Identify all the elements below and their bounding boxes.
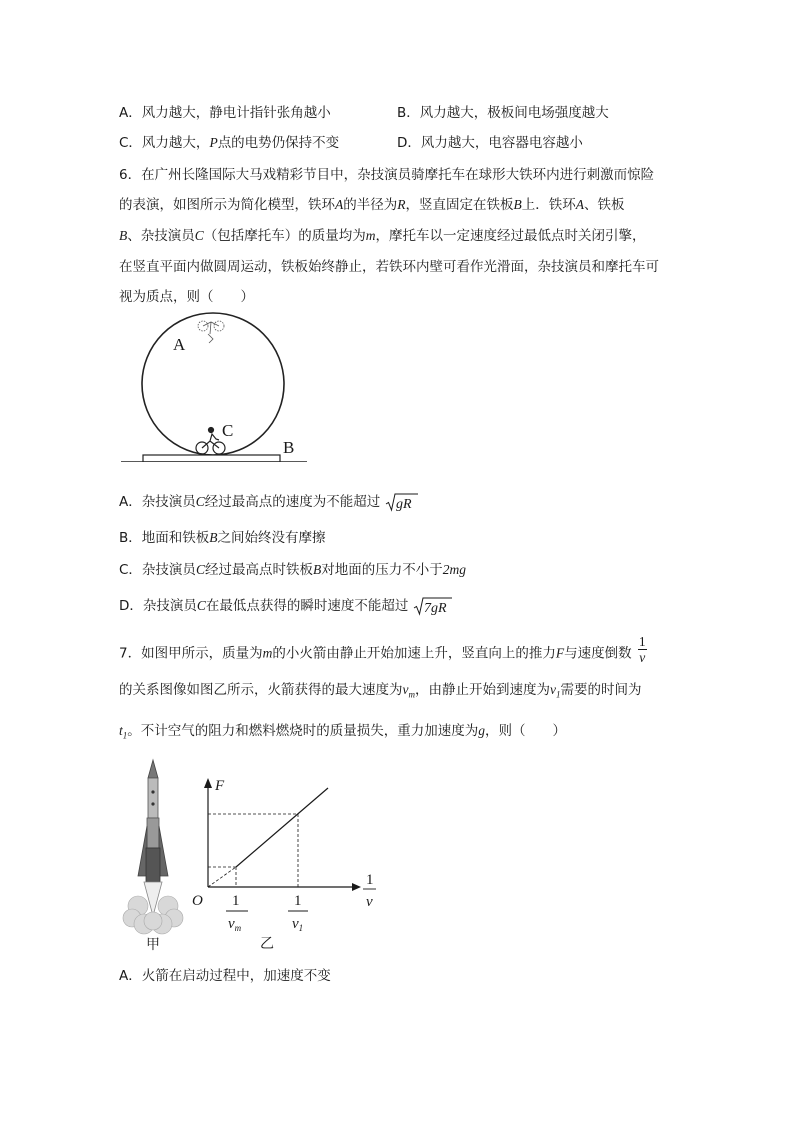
q5-option-d: D．风力越大，电容器电容越小 <box>397 135 583 151</box>
q6-stem-line3: B、杂技演员C（包括摩托车）的质量均为m，摩托车以一定速度经过最低点时关闭引擎， <box>119 228 646 244</box>
iron-plate <box>143 455 280 462</box>
q7-option-a: A．火箭在启动过程中，加速度不变 <box>119 968 331 984</box>
q7-stem-line2: 的关系图像如图乙所示，火箭获得的最大速度为$v_m$，由静止开始到速度为$v_1$需要的时间为 <box>119 682 642 700</box>
rider-bottom-icon <box>196 428 225 455</box>
rocket-body-lower <box>146 848 160 882</box>
axis-label-f: F <box>215 778 225 794</box>
rocket-nose <box>148 760 158 778</box>
q6-option-c: C．杂技演员C经过最高点时铁板B对地面的压力不小于2mg <box>119 562 466 578</box>
dashed-origin-line <box>208 867 236 887</box>
rocket-body-upper <box>148 778 158 818</box>
q5-option-c: C．风力越大，P点的电势仍保持不变 <box>119 135 340 151</box>
label-yi: 乙 <box>260 936 274 952</box>
q6-loop-figure <box>115 312 315 462</box>
tick-vm-num: 1 <box>232 893 240 909</box>
label-jia: 甲 <box>146 937 160 953</box>
y-axis-arrow <box>204 778 212 788</box>
sqrt-icon <box>385 492 419 512</box>
rocket-figure <box>118 756 188 956</box>
rider-top-icon <box>198 321 224 343</box>
graph-line <box>236 788 328 867</box>
x-label-num: 1 <box>366 872 374 888</box>
label-c: C <box>222 421 234 440</box>
q7-stem-line1: 7．如图甲所示，质量为m的小火箭由静止开始加速上升，竖直向上的推力F与速度倒数 $\frac{1}{v}$ <box>119 634 646 665</box>
q6-option-a: A．杂技演员C经过最高点的速度为不能超过 gR <box>119 492 419 512</box>
rocket-window <box>151 790 154 793</box>
fraction-1-over-v: $\frac{1}{v}$ <box>638 634 646 665</box>
tick-v1-den: $v_1$ <box>292 916 304 933</box>
x-label-den: v <box>366 894 373 910</box>
tick-v1-num: 1 <box>294 893 302 909</box>
rocket-window <box>151 802 154 805</box>
sqrt-7gr: 7gR <box>423 601 447 616</box>
q6-stem-line1: 6．在广州长隆国际大马戏精彩节目中，杂技演员骑摩托车在球形大铁环内进行刺激而惊险 <box>119 167 655 183</box>
label-b: B <box>283 438 295 457</box>
q6-option-d: D．杂技演员C在最低点获得的瞬时速度不能超过 7gR <box>119 596 453 616</box>
sqrt-icon <box>413 596 453 616</box>
sqrt-gr: gR <box>395 497 412 512</box>
origin-label: O <box>192 893 203 909</box>
q6-stem-line2: 的表演，如图所示为简化模型，铁环A的半径为R，竖直固定在铁板B上．铁环A、铁板 <box>119 197 625 213</box>
force-graph <box>188 770 388 955</box>
q6-stem-line4: 在竖直平面内做圆周运动，铁板始终静止，若铁环内壁可看作光滑面，杂技演员和摩托车可 <box>119 259 659 275</box>
tick-vm-den: $v_m$ <box>228 916 242 933</box>
rocket-body-mid <box>147 818 159 848</box>
q5-option-a: A．风力越大，静电计指针张角越小 <box>119 105 331 121</box>
label-a: A <box>173 335 186 354</box>
q6-option-b: B．地面和铁板B之间始终没有摩擦 <box>119 530 326 546</box>
iron-ring <box>142 313 284 455</box>
q7-stem-line3: $t_1$。不计空气的阻力和燃料燃烧时的质量损失，重力加速度为g，则（ ） <box>119 723 567 741</box>
q6-stem-line5: 视为质点，则（ ） <box>119 289 254 305</box>
x-axis-arrow <box>352 883 361 891</box>
q5-option-b: B．风力越大，极板间电场强度越大 <box>397 105 609 121</box>
